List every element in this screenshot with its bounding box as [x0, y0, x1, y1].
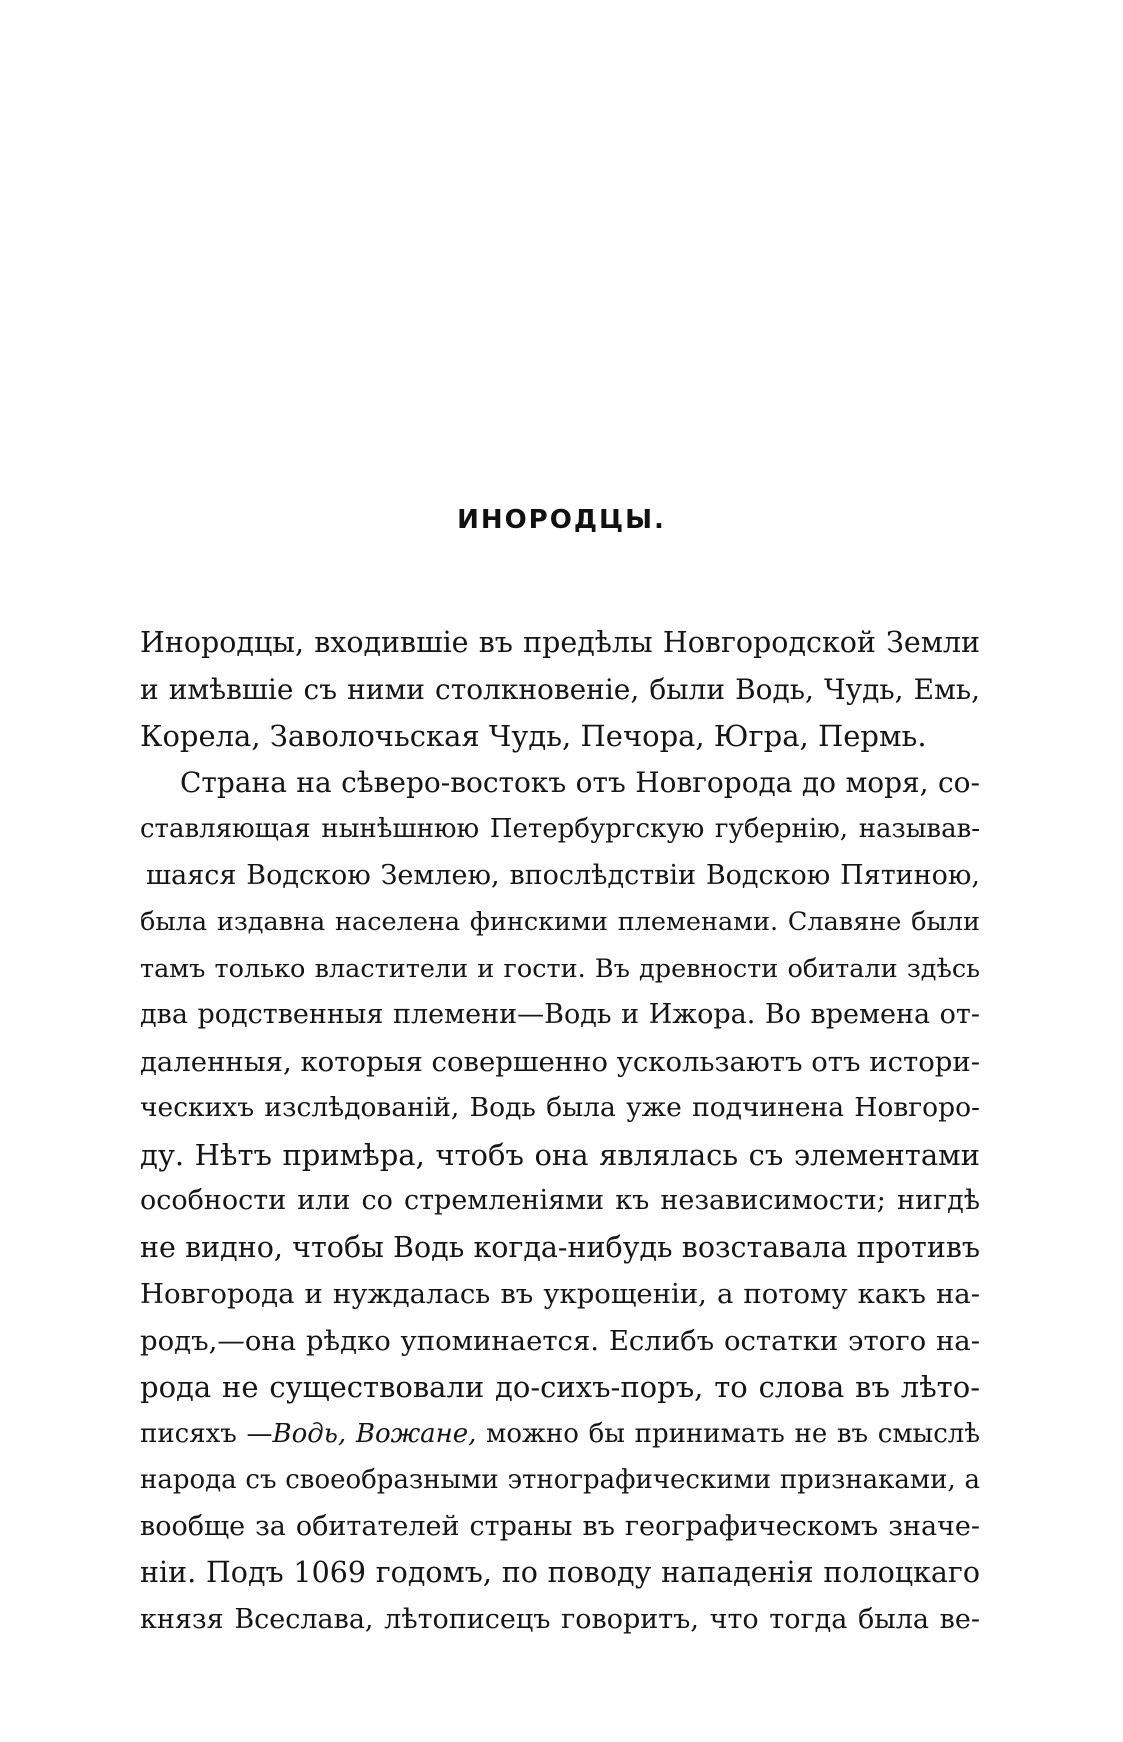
- text-line: была издавна населена финскими племенами. Славяне были: [140, 907, 980, 937]
- text-line: Страна на сѣверо-востокъ отъ Новгорода до моря, со-: [180, 765, 980, 799]
- text-line: особности или со стремленіями къ независимости; нигдѣ: [140, 1185, 980, 1216]
- text-line: князя Всеслава, лѣтописецъ говоритъ, что тогда была ве-: [140, 1603, 980, 1635]
- text-line: Новгорода и нуждалась въ укрощеніи, а потому какъ на-: [140, 1278, 980, 1310]
- text-line: родъ,—она рѣдко упоминается. Еслибъ остатки этого на-: [140, 1324, 980, 1357]
- text-line: народа съ своеобразными этнографическими признаками, а: [140, 1465, 980, 1495]
- text-line: шаяся Водскою Землею, впослѣдствіи Водскою Пятиною,: [146, 859, 980, 891]
- italic-term: Водь, Вожане,: [272, 1418, 477, 1449]
- text-span: писяхъ —: [140, 1418, 273, 1449]
- text-line: Инородцы, входившіе въ предѣлы Новгородской Земли: [140, 626, 980, 659]
- text-line: ніи. Подъ 1069 годомъ, по поводу нападенія полоцкаго: [140, 1556, 980, 1589]
- text-line: два родственныя племени—Водь и Ижора. Во времена от-: [140, 999, 980, 1030]
- text-line: и имѣвшіе съ ними столкновеніе, были Водь, Чудь, Емь,: [140, 672, 980, 706]
- text-line: не видно, чтобы Водь когда-нибудь возставала противъ: [140, 1230, 980, 1264]
- text-line: ставляющая нынѣшнюю Петербургскую губернію, называв-: [140, 814, 980, 844]
- text-line: ческихъ изслѣдованій, Водь была уже подчинена Новгоро-: [140, 1092, 980, 1123]
- text-line: даленныя, которыя совершенно ускользаютъ отъ истори-: [140, 1045, 980, 1078]
- text-line: тамъ только властители и гости. Въ древности обитали здѣсь: [140, 953, 980, 984]
- text-line: рода не существовали до-сихъ-поръ, то слова въ лѣто-: [140, 1370, 980, 1404]
- text-line: вообще за обитателей страны въ географическомъ значе-: [140, 1510, 980, 1542]
- text-line: ду. Нѣтъ примѣра, чтобъ она являлась съ элементами: [140, 1137, 980, 1172]
- text-line-with-italic: [140, 1411, 980, 1458]
- body-text: [140, 620, 980, 1643]
- text-line: Корела, Заволочьская Чудь, Печора, Югра, Пермь.: [140, 719, 927, 753]
- chapter-heading: ИНОРОДЦЫ.: [457, 505, 666, 535]
- text-span: можно бы принимать не въ смыслѣ: [476, 1418, 981, 1449]
